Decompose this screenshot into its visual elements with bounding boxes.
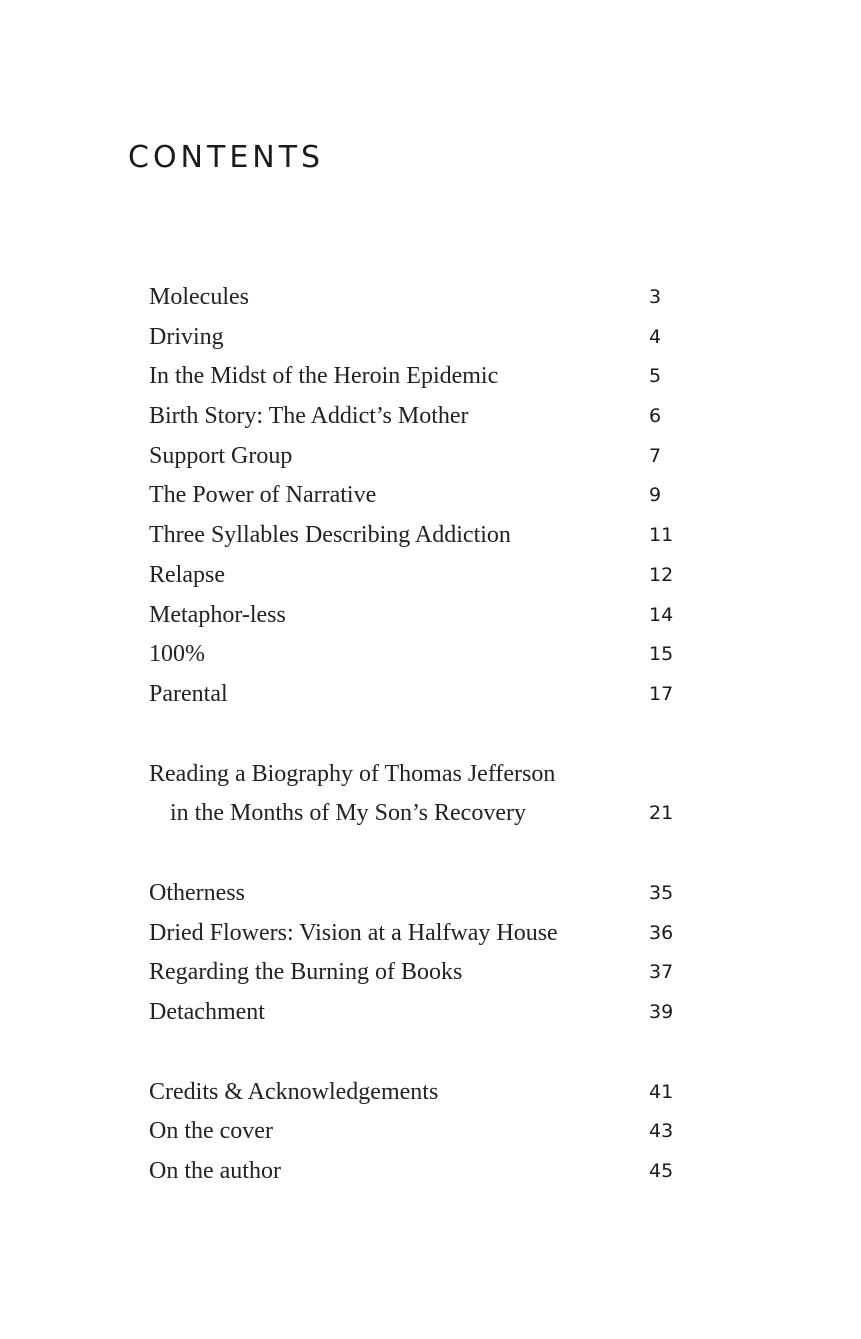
- toc-entry-page: 36: [649, 921, 674, 944]
- toc-entry[interactable]: [149, 397, 689, 437]
- toc-entry[interactable]: [149, 993, 689, 1033]
- toc-entry-title: Molecules: [149, 284, 249, 310]
- toc-entry-continuation[interactable]: [149, 794, 689, 834]
- toc-entry-title: 100%: [149, 641, 205, 668]
- toc-entry-page: 15: [649, 643, 674, 666]
- toc-entry-page: 37: [649, 961, 674, 984]
- toc-entry-title: Parental: [149, 680, 228, 707]
- toc-entry-title: Relapse: [149, 561, 225, 588]
- toc-entry-page: 12: [649, 563, 674, 586]
- page-title: CONTENTS: [128, 140, 325, 175]
- toc-entry[interactable]: [149, 278, 689, 318]
- toc-entry[interactable]: [149, 1152, 689, 1192]
- section-spacer: [149, 834, 689, 874]
- toc-entry-title: Three Syllables Describing Addiction: [149, 522, 511, 549]
- toc-entry[interactable]: [149, 556, 689, 596]
- toc-entry-title: Detachment: [149, 999, 265, 1025]
- toc-entry[interactable]: [149, 596, 689, 636]
- toc-entry[interactable]: [149, 357, 689, 397]
- toc-entry-page: 5: [649, 365, 662, 388]
- toc-entry-page: 3: [649, 286, 662, 308]
- toc-entry[interactable]: [149, 1073, 689, 1113]
- toc-entry[interactable]: [149, 1112, 689, 1152]
- toc-entry-title: Regarding the Burning of Books: [149, 959, 463, 986]
- toc-entry[interactable]: [149, 755, 689, 795]
- toc-entry-page: 11: [649, 524, 674, 547]
- section-spacer: [149, 1033, 689, 1073]
- toc-entry-page: 9: [649, 484, 662, 507]
- toc-entry[interactable]: [149, 318, 689, 358]
- toc-entry-title: Driving: [149, 323, 224, 350]
- toc-entry-title: The Power of Narrative: [149, 482, 377, 509]
- toc-entry-title: In the Midst of the Heroin Epidemic: [149, 363, 499, 390]
- toc-entry-title: Dried Flowers: Vision at a Halfway House: [149, 919, 558, 946]
- toc-entry-page: 17: [649, 682, 674, 705]
- toc-entry[interactable]: [149, 953, 689, 993]
- toc-entry-title: Otherness: [149, 879, 245, 906]
- toc-entry[interactable]: [149, 516, 689, 556]
- toc-entry[interactable]: [149, 437, 689, 477]
- toc-entry-page: 35: [649, 881, 674, 904]
- toc-entry-title: Reading a Biography of Thomas Jefferson: [149, 760, 556, 787]
- toc-entry-page: 43: [649, 1120, 674, 1143]
- toc-entry-page: 39: [649, 1001, 674, 1023]
- toc-entry-title: On the cover: [149, 1118, 273, 1145]
- toc-entry-title: Credits & Acknowledgements: [149, 1078, 439, 1105]
- toc-entry-page: 4: [649, 325, 662, 348]
- toc-entry-page: 14: [649, 603, 674, 626]
- toc-entry-page: 41: [649, 1080, 674, 1103]
- toc-entry[interactable]: [149, 914, 689, 954]
- toc-entry-title: Support Group: [149, 442, 293, 469]
- toc-entry-title: On the author: [149, 1158, 281, 1185]
- toc-entry-page: 45: [649, 1160, 674, 1183]
- toc-entry[interactable]: [149, 874, 689, 914]
- toc-entry[interactable]: [149, 675, 689, 715]
- toc-entry-title: Metaphor-less: [149, 601, 286, 628]
- toc-entry[interactable]: [149, 635, 689, 675]
- toc-entry[interactable]: [149, 476, 689, 516]
- section-spacer: [149, 715, 689, 755]
- toc-entry-title: Birth Story: The Addict’s Mother: [149, 403, 469, 430]
- toc-entry-page: 6: [649, 405, 662, 428]
- toc-entry-page: 7: [649, 444, 662, 467]
- toc-entry-title-continued: in the Months of My Son’s Recovery: [170, 800, 526, 827]
- table-of-contents: [149, 278, 689, 1192]
- toc-entry-page: 21: [649, 802, 674, 825]
